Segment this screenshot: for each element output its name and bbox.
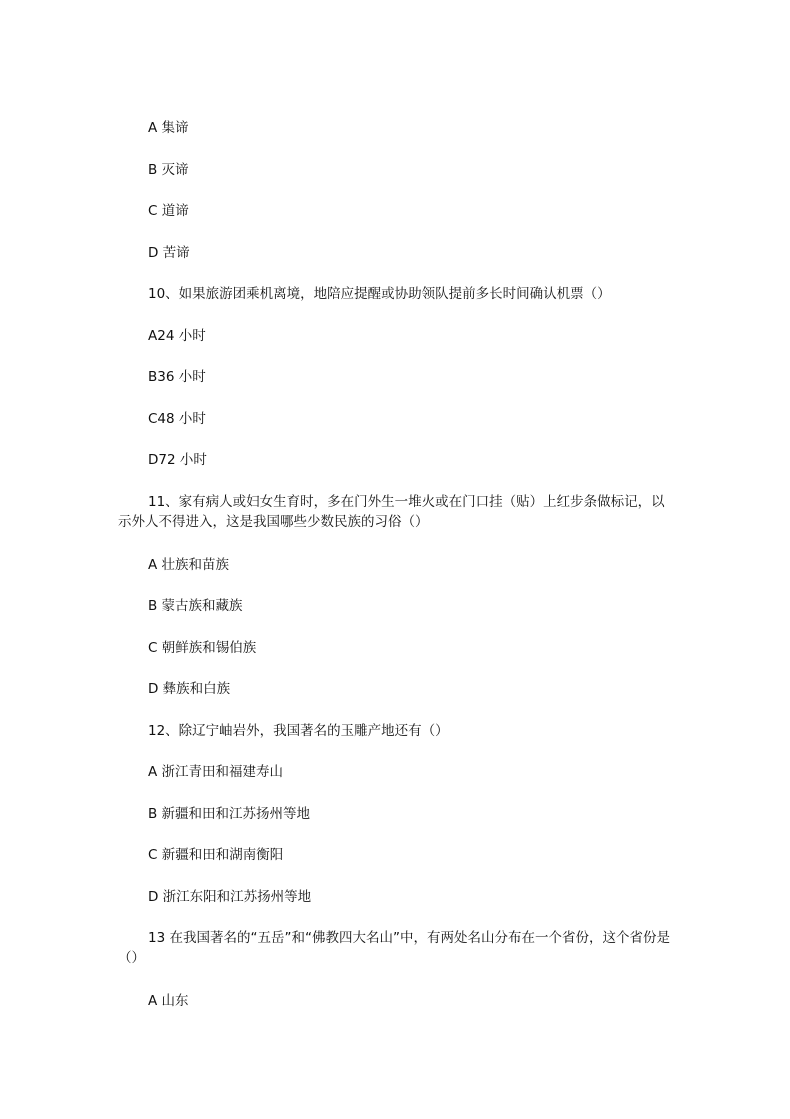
q11-question: 11、家有病人或妇女生育时，多在门外生一堆火或在门口挂（贴）上红步条做标记，以示外人不得进入，这是我国哪些少数民族的习俗（） (118, 494, 665, 530)
q9-option-b: B 灭谛 (148, 162, 189, 178)
q9-option-d: D 苦谛 (148, 245, 190, 261)
q11-option-b: B 蒙古族和藏族 (148, 598, 243, 614)
q11-option-c: C 朝鲜族和锡伯族 (148, 640, 257, 656)
q10-option-d: D72 小时 (148, 452, 207, 468)
q13-question: 13 在我国著名的“五岳”和“佛教四大名山”中，有两处名山分布在一个省份，这个省份是（） (118, 930, 670, 966)
q10-option-c: C48 小时 (148, 411, 206, 427)
q10-option-b: B36 小时 (148, 369, 206, 385)
q12-option-a: A 浙江青田和福建寿山 (148, 764, 284, 780)
q13-option-a: A 山东 (148, 993, 189, 1009)
q11-option-a: A 壮族和苗族 (148, 557, 230, 573)
q12-question: 12、除辽宁岫岩外，我国著名的玉雕产地还有（） (148, 723, 449, 739)
q12-option-b: B 新疆和田和江苏扬州等地 (148, 806, 311, 822)
q9-option-c: C 道谛 (148, 203, 189, 219)
q12-option-d: D 浙江东阳和江苏扬州等地 (148, 889, 312, 905)
q10-question: 10、如果旅游团乘机离境，地陪应提醒或协助领队提前多长时间确认机票（） (148, 286, 611, 302)
q11-option-d: D 彝族和白族 (148, 681, 231, 697)
q10-option-a: A24 小时 (148, 328, 206, 344)
q9-option-a: A 集谛 (148, 120, 189, 136)
q12-option-c: C 新疆和田和湖南衡阳 (148, 847, 284, 863)
